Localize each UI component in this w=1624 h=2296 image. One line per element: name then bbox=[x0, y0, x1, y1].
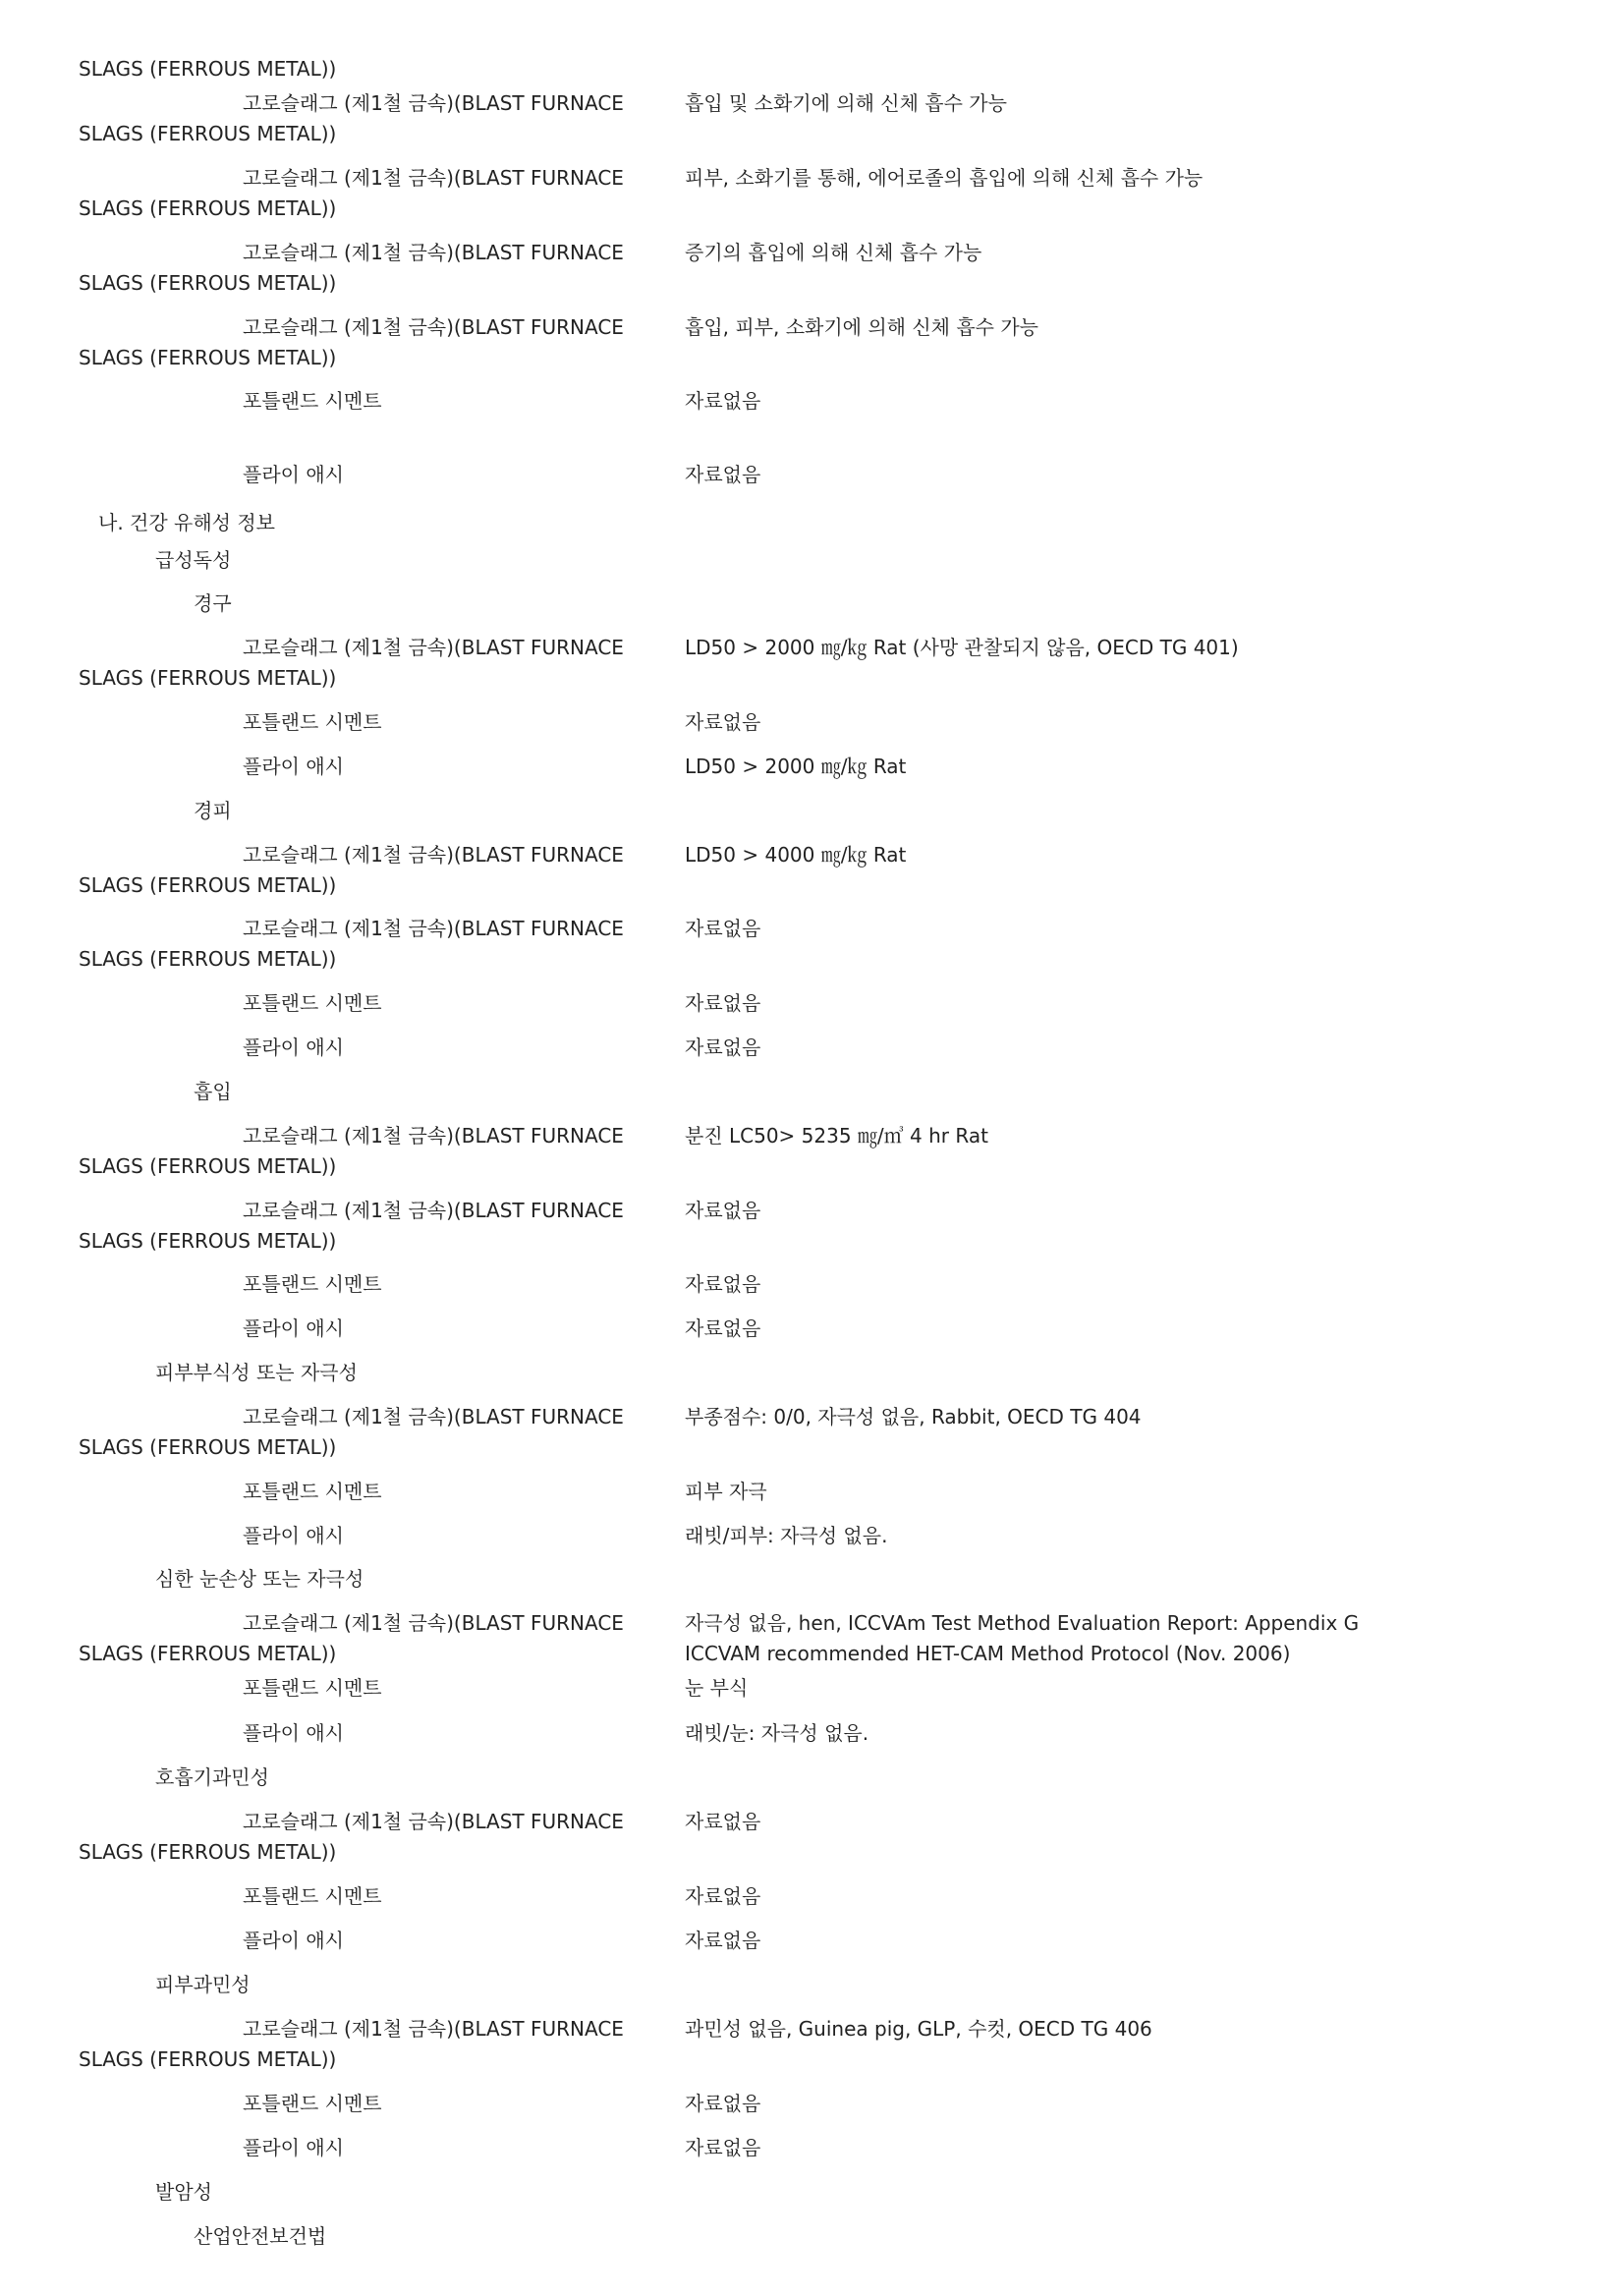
substance-name: 포틀랜드 시멘트 bbox=[243, 1272, 382, 1296]
substance-name: 고로슬래그 (제1철 금속)(BLAST FURNACE bbox=[243, 636, 624, 659]
substance-name: 고로슬래그 (제1철 금속)(BLAST FURNACE bbox=[243, 843, 624, 867]
substance-name: 플라이 애시 bbox=[243, 1929, 344, 1952]
value-text: 자료없음 bbox=[685, 463, 761, 486]
value-text: 부종점수: 0/0, 자극성 없음, Rabbit, OECD TG 404 bbox=[685, 1405, 1142, 1428]
value-text: 자료없음 bbox=[685, 1929, 761, 1952]
category-heading: 피부부식성 또는 자극성 bbox=[155, 1361, 358, 1384]
substance-name: 플라이 애시 bbox=[243, 463, 344, 486]
name-continued: SLAGS (FERROUS METAL)) bbox=[79, 57, 337, 81]
value-text: 흡입, 피부, 소화기에 의해 신체 흡수 가능 bbox=[685, 315, 1038, 339]
name-continued: SLAGS (FERROUS METAL)) bbox=[79, 1840, 337, 1864]
substance-name: 플라이 애시 bbox=[243, 1316, 344, 1340]
name-continued: SLAGS (FERROUS METAL)) bbox=[79, 196, 337, 220]
route-heading: 경구 bbox=[194, 591, 232, 615]
substance-name: 포틀랜드 시멘트 bbox=[243, 710, 382, 734]
value-text: 증기의 흡입에 의해 신체 흡수 가능 bbox=[685, 241, 982, 264]
value-text: 래빗/피부: 자극성 없음. bbox=[685, 1524, 888, 1547]
route-heading: 산업안전보건법 bbox=[194, 2224, 327, 2248]
name-continued: SLAGS (FERROUS METAL)) bbox=[79, 873, 337, 897]
value-text: ICCVAM recommended HET-CAM Method Protocol (Nov. 2006) bbox=[685, 1642, 1291, 1665]
value-text: 자료없음 bbox=[685, 917, 761, 940]
value-text: 자료없음 bbox=[685, 1036, 761, 1059]
name-continued: SLAGS (FERROUS METAL)) bbox=[79, 666, 337, 690]
value-text: LD50 > 4000 ㎎/㎏ Rat bbox=[685, 843, 907, 867]
substance-name: 고로슬래그 (제1철 금속)(BLAST FURNACE bbox=[243, 1810, 624, 1833]
substance-name: 플라이 애시 bbox=[243, 1524, 344, 1547]
category-heading: 호흡기과민성 bbox=[155, 1765, 269, 1789]
value-text: LD50 > 2000 ㎎/㎏ Rat (사망 관찰되지 않음, OECD TG 401) bbox=[685, 636, 1239, 659]
substance-name: 고로슬래그 (제1철 금속)(BLAST FURNACE bbox=[243, 917, 624, 940]
route-heading: 흡입 bbox=[194, 1080, 232, 1103]
category-heading: 급성독성 bbox=[155, 548, 232, 572]
value-text: 래빗/눈: 자극성 없음. bbox=[685, 1721, 869, 1745]
value-text: 자료없음 bbox=[685, 389, 761, 413]
route-heading: 경피 bbox=[194, 799, 232, 822]
category-heading: 심한 눈손상 또는 자극성 bbox=[155, 1567, 364, 1591]
substance-name: 포틀랜드 시멘트 bbox=[243, 1884, 382, 1908]
value-text: 자극성 없음, hen, ICCVAm Test Method Evaluation Report: Appendix G bbox=[685, 1611, 1360, 1635]
substance-name: 고로슬래그 (제1철 금속)(BLAST FURNACE bbox=[243, 315, 624, 339]
name-continued: SLAGS (FERROUS METAL)) bbox=[79, 271, 337, 295]
substance-name: 포틀랜드 시멘트 bbox=[243, 1676, 382, 1700]
substance-name: 플라이 애시 bbox=[243, 755, 344, 778]
name-continued: SLAGS (FERROUS METAL)) bbox=[79, 1154, 337, 1178]
value-text: 분진 LC50> 5235 ㎎/㎥ 4 hr Rat bbox=[685, 1124, 988, 1148]
substance-name: 고로슬래그 (제1철 금속)(BLAST FURNACE bbox=[243, 166, 624, 190]
value-text: 자료없음 bbox=[685, 1272, 761, 1296]
substance-name: 고로슬래그 (제1철 금속)(BLAST FURNACE bbox=[243, 1124, 624, 1148]
name-continued: SLAGS (FERROUS METAL)) bbox=[79, 1229, 337, 1253]
value-text: 과민성 없음, Guinea pig, GLP, 수컷, OECD TG 406 bbox=[685, 2017, 1152, 2041]
substance-name: 포틀랜드 시멘트 bbox=[243, 991, 382, 1015]
name-continued: SLAGS (FERROUS METAL)) bbox=[79, 2047, 337, 2071]
category-heading: 피부과민성 bbox=[155, 1973, 251, 1996]
value-text: 자료없음 bbox=[685, 2092, 761, 2115]
name-continued: SLAGS (FERROUS METAL)) bbox=[79, 1435, 337, 1459]
value-text: 자료없음 bbox=[685, 710, 761, 734]
substance-name: 고로슬래그 (제1철 금속)(BLAST FURNACE bbox=[243, 1611, 624, 1635]
substance-name: 고로슬래그 (제1철 금속)(BLAST FURNACE bbox=[243, 91, 624, 115]
value-text: 자료없음 bbox=[685, 1884, 761, 1908]
substance-name: 고로슬래그 (제1철 금속)(BLAST FURNACE bbox=[243, 1405, 624, 1428]
value-text: 자료없음 bbox=[685, 1199, 761, 1222]
value-text: 피부 자극 bbox=[685, 1480, 767, 1503]
value-text: 자료없음 bbox=[685, 991, 761, 1015]
substance-name: 플라이 애시 bbox=[243, 1721, 344, 1745]
substance-name: 고로슬래그 (제1철 금속)(BLAST FURNACE bbox=[243, 241, 624, 264]
substance-name: 포틀랜드 시멘트 bbox=[243, 2092, 382, 2115]
substance-name: 플라이 애시 bbox=[243, 1036, 344, 1059]
value-text: 흡입 및 소화기에 의해 신체 흡수 가능 bbox=[685, 91, 1007, 115]
substance-name: 고로슬래그 (제1철 금속)(BLAST FURNACE bbox=[243, 1199, 624, 1222]
name-continued: SLAGS (FERROUS METAL)) bbox=[79, 346, 337, 369]
value-text: 피부, 소화기를 통해, 에어로졸의 흡입에 의해 신체 흡수 가능 bbox=[685, 166, 1204, 190]
substance-name: 플라이 애시 bbox=[243, 2136, 344, 2159]
substance-name: 포틀랜드 시멘트 bbox=[243, 1480, 382, 1503]
value-text: 자료없음 bbox=[685, 2136, 761, 2159]
name-continued: SLAGS (FERROUS METAL)) bbox=[79, 947, 337, 971]
value-text: 자료없음 bbox=[685, 1316, 761, 1340]
name-continued: SLAGS (FERROUS METAL)) bbox=[79, 1642, 337, 1665]
value-text: 자료없음 bbox=[685, 1810, 761, 1833]
subsection-heading: 나. 건강 유해성 정보 bbox=[98, 511, 275, 534]
value-text: 눈 부식 bbox=[685, 1676, 749, 1700]
substance-name: 포틀랜드 시멘트 bbox=[243, 389, 382, 413]
category-heading: 발암성 bbox=[155, 2180, 212, 2204]
value-text: LD50 > 2000 ㎎/㎏ Rat bbox=[685, 755, 907, 778]
substance-name: 고로슬래그 (제1철 금속)(BLAST FURNACE bbox=[243, 2017, 624, 2041]
name-continued: SLAGS (FERROUS METAL)) bbox=[79, 122, 337, 145]
